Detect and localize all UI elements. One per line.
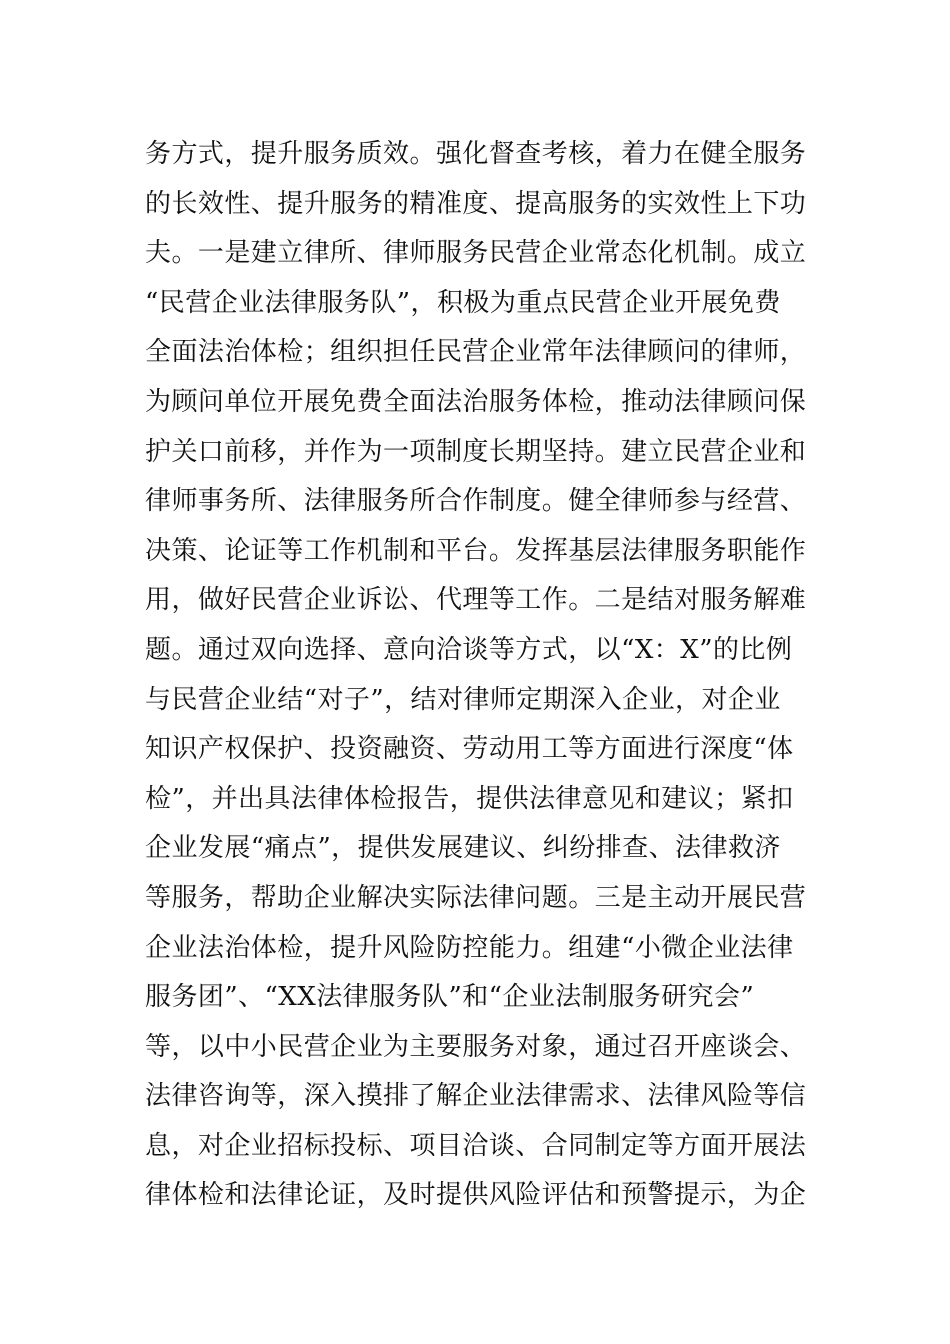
body-text <box>145 130 815 1221</box>
text-line: 夫。一是建立律所、律师服务民营企业常态化机制。成立 <box>145 238 807 269</box>
text-line: 为顾问单位开展免费全面法治服务体检，推动法律顾问保 <box>145 386 807 417</box>
text-line: 用，做好民营企业诉讼、代理等工作。二是结对服务解难 <box>145 585 807 616</box>
text-line: 题。通过双向选择、意向洽谈等方式，以“X：X”的比例 <box>145 634 793 665</box>
text-line: 全面法治体检；组织担任民营企业常年法律顾问的律师， <box>145 337 807 368</box>
text-line: 等，以中小民营企业为主要服务对象，通过召开座谈会、 <box>145 1031 807 1062</box>
text-line: 护关口前移，并作为一项制度长期坚持。建立民营企业和 <box>145 436 807 467</box>
text-line: 服务团”、“XX法律服务队”和“企业法制服务研究会” <box>145 982 755 1013</box>
text-line: 与民营企业结“对子”，结对律师定期深入企业，对企业 <box>145 684 781 715</box>
text-line: 知识产权保护、投资融资、劳动用工等方面进行深度“体 <box>145 734 794 765</box>
text-line: 等服务，帮助企业解决实际法律问题。三是主动开展民营 <box>145 882 807 913</box>
text-line: “民营企业法律服务队”，积极为重点民营企业开展免费 <box>145 287 781 318</box>
text-line: 决策、论证等工作机制和平台。发挥基层法律服务职能作 <box>145 535 807 566</box>
text-line: 检”，并出具法律体检报告，提供法律意见和建议；紧扣 <box>145 783 794 814</box>
text-line: 的长效性、提升服务的精准度、提高服务的实效性上下功 <box>145 188 807 219</box>
text-line: 企业发展“痛点”，提供发展建议、纠纷排查、法律救济 <box>145 833 781 864</box>
text-line: 律体检和法律论证，及时提供风险评估和预警提示，为企 <box>145 1180 807 1211</box>
text-line: 企业法治体检，提升风险防控能力。组建“小微企业法律 <box>145 932 794 963</box>
text-line: 息，对企业招标投标、项目洽谈、合同制定等方面开展法 <box>145 1130 807 1161</box>
text-line: 律师事务所、法律服务所合作制度。健全律师参与经营、 <box>145 486 807 517</box>
text-line: 务方式，提升服务质效。强化督查考核，着力在健全服务 <box>145 139 807 169</box>
text-line: 法律咨询等，深入摸排了解企业法律需求、法律风险等信 <box>145 1081 807 1112</box>
